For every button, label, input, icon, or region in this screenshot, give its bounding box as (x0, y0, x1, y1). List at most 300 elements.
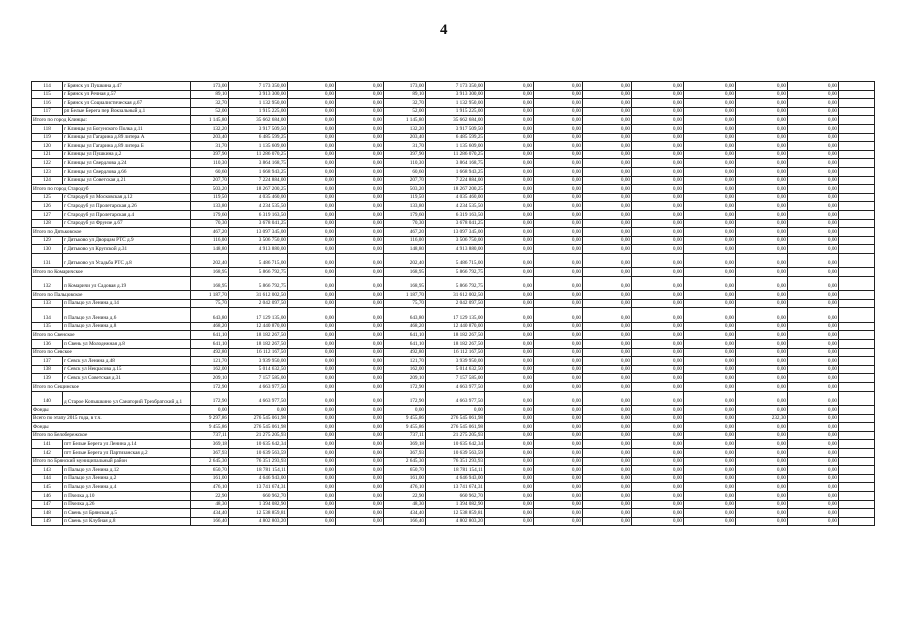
value-cell: 13 097 345,00 (229, 228, 288, 237)
value-cell: 0,00 (788, 357, 839, 366)
value-cell: 0,00 (684, 340, 736, 349)
value-cell: 76 351 293,93 (426, 457, 485, 466)
value-cell: 0,00 (632, 517, 684, 526)
value-cell: 172,90 (384, 391, 426, 405)
value-cell: 0,00 (336, 228, 384, 237)
value-cell: 0,00 (485, 133, 534, 142)
value-cell: 0,00 (583, 299, 632, 308)
value-cell: 0,00 (684, 107, 736, 116)
address-cell: п Свень ул Клубная д.8 (63, 517, 191, 526)
value-cell: 4 913 880,00 (426, 245, 485, 254)
value-cell: 0,00 (684, 133, 736, 142)
blank-cell (839, 253, 875, 267)
value-cell: 3 678 041,25 (229, 219, 288, 228)
value-cell: 0,00 (485, 291, 534, 300)
value-cell: 0,00 (534, 431, 583, 440)
blank-cell (839, 202, 875, 211)
value-cell: 0,00 (788, 133, 839, 142)
value-cell: 172,90 (191, 391, 229, 405)
row-number: 116 (32, 99, 63, 108)
value-cell: 1 135 609,00 (229, 142, 288, 151)
value-cell: 0,00 (788, 291, 839, 300)
table-row (32, 133, 875, 142)
value-cell: 31,70 (191, 142, 229, 151)
value-cell: 6 485 599,25 (229, 133, 288, 142)
value-cell: 9 455,86 (384, 423, 426, 432)
value-cell: 10 635 642,34 (426, 440, 485, 449)
value-cell: 133,80 (384, 202, 426, 211)
value-cell: 0,00 (583, 116, 632, 125)
value-cell: 0,00 (736, 491, 788, 500)
value-cell: 121,70 (384, 357, 426, 366)
value-cell: 0,00 (336, 167, 384, 176)
value-cell: 397,90 (191, 150, 229, 159)
value-cell: 0,00 (583, 340, 632, 349)
value-cell: 0,00 (485, 440, 534, 449)
subtotal-label: Итого по Пальцовское (32, 291, 191, 300)
value-cell: 0,00 (384, 405, 426, 414)
value-cell: 0,00 (336, 193, 384, 202)
value-cell: 0,00 (288, 491, 336, 500)
value-cell: 367,93 (384, 448, 426, 457)
value-cell: 0,00 (736, 236, 788, 245)
table-row (32, 357, 875, 366)
table-row (32, 99, 875, 108)
value-cell: 0,00 (336, 382, 384, 391)
value-cell: 0,00 (336, 322, 384, 331)
value-cell: 0,00 (336, 431, 384, 440)
value-cell: 0,00 (684, 176, 736, 185)
value-cell: 0,00 (336, 133, 384, 142)
value-cell: 0,00 (534, 322, 583, 331)
value-cell: 0,00 (485, 308, 534, 322)
value-cell: 0,00 (288, 431, 336, 440)
value-cell: 0,00 (736, 483, 788, 492)
value-cell: 397,90 (384, 150, 426, 159)
table-row (32, 167, 875, 176)
value-cell: 7 224 884,00 (426, 176, 485, 185)
row-number: 129 (32, 236, 63, 245)
table-row (32, 322, 875, 331)
value-cell: 168,95 (191, 276, 229, 290)
value-cell: 0,00 (788, 193, 839, 202)
value-cell: 0,00 (583, 99, 632, 108)
subtotal-row (32, 382, 875, 391)
value-cell: 0,00 (736, 340, 788, 349)
value-cell: 6 485 599,25 (426, 133, 485, 142)
value-cell: 0,00 (632, 509, 684, 518)
value-cell: 643,80 (384, 308, 426, 322)
value-cell: 0,00 (534, 116, 583, 125)
value-cell: 0,00 (583, 500, 632, 509)
value-cell: 0,00 (788, 322, 839, 331)
row-number: 120 (32, 142, 63, 151)
value-cell: 0,00 (583, 391, 632, 405)
blank-cell (839, 116, 875, 125)
row-number: 133 (32, 299, 63, 308)
table-row (32, 202, 875, 211)
address-cell: пгт Белые Берега ул Партизанская д.2 (63, 448, 191, 457)
value-cell: 0,00 (534, 491, 583, 500)
value-cell: 0,00 (336, 348, 384, 357)
value-cell: 0,00 (684, 414, 736, 423)
value-cell: 0,00 (684, 423, 736, 432)
value-cell: 0,00 (336, 357, 384, 366)
value-cell: 0,00 (684, 457, 736, 466)
value-cell: 0,00 (632, 268, 684, 277)
subtotal-label: Итого по Брянский муниципальный район (32, 457, 191, 466)
value-cell: 0,00 (485, 236, 534, 245)
value-cell: 276 545 061,98 (426, 423, 485, 432)
subtotal-label: Фонды (32, 423, 191, 432)
value-cell: 0,00 (288, 414, 336, 423)
value-cell: 0,00 (485, 99, 534, 108)
value-cell: 0,00 (632, 308, 684, 322)
value-cell: 0,00 (788, 500, 839, 509)
value-cell: 0,00 (736, 245, 788, 254)
value-cell: 9 455,86 (191, 423, 229, 432)
value-cell: 1 132 950,00 (426, 99, 485, 108)
subtotal-row (32, 423, 875, 432)
value-cell: 0,00 (485, 159, 534, 168)
value-cell: 5 866 792,75 (229, 268, 288, 277)
value-cell: 0,00 (684, 219, 736, 228)
value-cell: 0,00 (534, 202, 583, 211)
value-cell: 4 035 460,00 (426, 193, 485, 202)
value-cell: 166,40 (191, 517, 229, 526)
value-cell: 0,00 (632, 142, 684, 151)
value-cell: 0,00 (336, 405, 384, 414)
value-cell: 0,00 (288, 99, 336, 108)
value-cell: 641,10 (384, 340, 426, 349)
row-number: 128 (32, 219, 63, 228)
value-cell: 5 866 792,75 (426, 268, 485, 277)
value-cell: 0,00 (632, 107, 684, 116)
table-row (32, 440, 875, 449)
value-cell: 0,00 (336, 423, 384, 432)
value-cell: 0,00 (288, 133, 336, 142)
value-cell: 0,00 (736, 253, 788, 267)
blank-cell (839, 133, 875, 142)
address-cell: г Клинцы ул Гагарина д.89 литера А (63, 133, 191, 142)
value-cell: 0,00 (485, 365, 534, 374)
value-cell: 0,00 (684, 440, 736, 449)
address-cell: г Клинцы ул Богунского Полка д.11 (63, 124, 191, 133)
value-cell: 0,00 (288, 466, 336, 475)
value-cell: 0,00 (485, 150, 534, 159)
value-cell: 0,00 (485, 299, 534, 308)
value-cell: 0,00 (788, 348, 839, 357)
row-number: 140 (32, 391, 63, 405)
value-cell: 48,30 (191, 500, 229, 509)
blank-cell (839, 210, 875, 219)
value-cell: 0,00 (485, 82, 534, 91)
value-cell: 0,00 (534, 124, 583, 133)
value-cell: 0,00 (534, 340, 583, 349)
value-cell: 0,00 (534, 423, 583, 432)
value-cell: 0,00 (788, 228, 839, 237)
value-cell: 4 234 535,50 (426, 202, 485, 211)
blank-cell (839, 193, 875, 202)
value-cell: 0,00 (288, 391, 336, 405)
value-cell: 110,30 (384, 159, 426, 168)
value-cell: 0,00 (534, 176, 583, 185)
value-cell: 18 781 154,11 (426, 466, 485, 475)
value-cell: 0,00 (583, 193, 632, 202)
value-cell: 203,40 (191, 133, 229, 142)
value-cell: 0,00 (632, 357, 684, 366)
value-cell: 0,00 (288, 276, 336, 290)
value-cell: 0,00 (534, 228, 583, 237)
value-cell: 133,80 (191, 202, 229, 211)
value-cell: 0,00 (288, 210, 336, 219)
subtotal-row (32, 228, 875, 237)
value-cell: 0,00 (684, 268, 736, 277)
value-cell: 0,00 (336, 202, 384, 211)
value-cell: 0,00 (736, 150, 788, 159)
value-cell: 0,00 (684, 291, 736, 300)
value-cell: 0,00 (336, 116, 384, 125)
value-cell: 0,00 (684, 159, 736, 168)
value-cell: 4 802 803,20 (426, 517, 485, 526)
value-cell: 0,00 (632, 374, 684, 383)
value-cell: 0,00 (336, 457, 384, 466)
address-cell: г Клинцы ул Гагарина д.89 литера Б (63, 142, 191, 151)
address-cell: п Пальцо ул Ленина д.8 (63, 322, 191, 331)
value-cell: 3 913 300,00 (426, 90, 485, 99)
value-cell: 0,00 (583, 236, 632, 245)
blank-cell (839, 322, 875, 331)
address-cell: п Пчелка д.26 (63, 500, 191, 509)
value-cell: 0,00 (788, 90, 839, 99)
value-cell: 0,00 (788, 414, 839, 423)
value-cell: 0,00 (583, 124, 632, 133)
value-cell: 0,00 (288, 253, 336, 267)
address-cell: г Брянск ул Речная д.57 (63, 90, 191, 99)
value-cell: 0,00 (583, 374, 632, 383)
row-number: 145 (32, 483, 63, 492)
value-cell: 737,11 (191, 431, 229, 440)
value-cell: 0,00 (736, 431, 788, 440)
subtotal-label: Итого по Сещинское (32, 382, 191, 391)
subtotal-row (32, 457, 875, 466)
value-cell: 0,00 (632, 185, 684, 194)
value-cell: 0,00 (583, 159, 632, 168)
value-cell: 0,00 (485, 348, 534, 357)
value-cell: 0,00 (336, 440, 384, 449)
value-cell: 0,00 (788, 491, 839, 500)
value-cell: 0,00 (736, 357, 788, 366)
table-row (32, 210, 875, 219)
value-cell: 0,00 (336, 299, 384, 308)
value-cell: 6 319 163,50 (426, 210, 485, 219)
value-cell: 0,00 (534, 414, 583, 423)
value-cell: 0,00 (632, 440, 684, 449)
value-cell: 232,30 (736, 414, 788, 423)
value-cell: 3 939 950,00 (426, 357, 485, 366)
table-row (32, 517, 875, 526)
value-cell: 276 545 061,98 (426, 414, 485, 423)
value-cell: 0,00 (336, 448, 384, 457)
address-cell: г Брянск ул Пушкина д.47 (63, 82, 191, 91)
row-number: 130 (32, 245, 63, 254)
value-cell: 0,00 (788, 142, 839, 151)
value-cell: 0,00 (632, 167, 684, 176)
value-cell: 0,00 (583, 202, 632, 211)
value-cell: 0,00 (485, 116, 534, 125)
value-cell: 0,00 (534, 99, 583, 108)
value-cell: 0,00 (632, 228, 684, 237)
value-cell: 116,00 (384, 236, 426, 245)
value-cell: 0,00 (485, 185, 534, 194)
address-cell: г Брянск ул Социалистическая д.67 (63, 99, 191, 108)
value-cell: 4 663 977,50 (229, 391, 288, 405)
value-cell: 148,80 (191, 245, 229, 254)
value-cell: 1 915 225,00 (426, 107, 485, 116)
value-cell: 0,00 (485, 500, 534, 509)
value-cell: 0,00 (485, 268, 534, 277)
value-cell: 4 234 535,50 (229, 202, 288, 211)
value-cell: 0,00 (788, 448, 839, 457)
address-cell: рп Белые Берега пер Вокзальный д.1 (63, 107, 191, 116)
value-cell: 0,00 (684, 322, 736, 331)
value-cell: 5 486 715,00 (229, 253, 288, 267)
value-cell: 0,00 (736, 90, 788, 99)
value-cell: 0,00 (788, 150, 839, 159)
value-cell: 0,00 (788, 253, 839, 267)
address-cell: г Севск ул Ленина д.48 (63, 357, 191, 366)
value-cell: 3 506 750,00 (229, 236, 288, 245)
value-cell: 0,00 (632, 291, 684, 300)
value-cell: 0,00 (583, 150, 632, 159)
value-cell: 0,00 (788, 159, 839, 168)
value-cell: 18 182 267,50 (426, 340, 485, 349)
page-number: 4 (440, 22, 448, 38)
address-cell: п Свень ул Брянская д.5 (63, 509, 191, 518)
row-number: 149 (32, 517, 63, 526)
value-cell: 3 864 168,75 (229, 159, 288, 168)
value-cell: 18 267 200,25 (426, 185, 485, 194)
table-row (32, 82, 875, 91)
blank-cell (839, 245, 875, 254)
value-cell: 0,00 (534, 466, 583, 475)
value-cell: 0,00 (788, 308, 839, 322)
row-number: 134 (32, 308, 63, 322)
table-row (32, 193, 875, 202)
blank-cell (839, 374, 875, 383)
value-cell: 0,00 (788, 466, 839, 475)
value-cell: 276 545 061,98 (229, 423, 288, 432)
value-cell: 0,00 (736, 517, 788, 526)
value-cell: 660 962,70 (426, 491, 485, 500)
table-row (32, 299, 875, 308)
blank-cell (839, 228, 875, 237)
value-cell: 0,00 (534, 236, 583, 245)
value-cell: 0,00 (534, 457, 583, 466)
row-number: 148 (32, 509, 63, 518)
value-cell: 7 157 585,00 (426, 374, 485, 383)
value-cell: 52,00 (384, 107, 426, 116)
address-cell: п Пальцо ул Ленина д.4 (63, 483, 191, 492)
value-cell: 0,00 (583, 133, 632, 142)
value-cell: 0,00 (684, 431, 736, 440)
value-cell: 0,00 (583, 483, 632, 492)
row-number: 144 (32, 474, 63, 483)
value-cell: 0,00 (788, 268, 839, 277)
value-cell: 3 506 750,00 (426, 236, 485, 245)
blank-cell (839, 159, 875, 168)
value-cell: 1 394 082,90 (229, 500, 288, 509)
value-cell: 0,00 (684, 185, 736, 194)
value-cell: 0,00 (788, 299, 839, 308)
value-cell: 0,00 (534, 90, 583, 99)
value-cell: 0,00 (788, 124, 839, 133)
value-cell: 0,00 (336, 340, 384, 349)
row-number: 117 (32, 107, 63, 116)
value-cell: 161,00 (384, 474, 426, 483)
value-cell: 21 275 205,93 (426, 431, 485, 440)
value-cell: 503,20 (191, 185, 229, 194)
subtotal-label: Итого по Дятьковское (32, 228, 191, 237)
value-cell: 0,00 (684, 331, 736, 340)
value-cell: 6 319 163,50 (229, 210, 288, 219)
value-cell: 0,00 (336, 474, 384, 483)
value-cell: 0,00 (788, 107, 839, 116)
value-cell: 0,00 (534, 365, 583, 374)
value-cell: 0,00 (336, 176, 384, 185)
value-cell: 0,00 (632, 193, 684, 202)
subtotal-label: Итого по Севское (32, 348, 191, 357)
value-cell: 0,00 (336, 500, 384, 509)
blank-cell (839, 90, 875, 99)
value-cell: 0,00 (632, 483, 684, 492)
table-row (32, 340, 875, 349)
value-cell: 0,00 (684, 167, 736, 176)
value-cell: 203,40 (384, 133, 426, 142)
value-cell: 0,00 (534, 219, 583, 228)
value-cell: 0,00 (336, 90, 384, 99)
value-cell: 3 917 509,50 (426, 124, 485, 133)
value-cell: 4 646 943,00 (426, 474, 485, 483)
value-cell: 172,90 (191, 382, 229, 391)
value-cell: 31,70 (384, 142, 426, 151)
value-cell: 0,00 (684, 245, 736, 254)
blank-cell (839, 491, 875, 500)
value-cell: 0,00 (736, 210, 788, 219)
value-cell: 0,00 (485, 331, 534, 340)
value-cell: 0,00 (534, 509, 583, 518)
value-cell: 434,40 (384, 509, 426, 518)
value-cell: 0,00 (485, 245, 534, 254)
value-cell: 17 129 135,00 (426, 308, 485, 322)
row-number: 135 (32, 322, 63, 331)
value-cell: 0,00 (788, 167, 839, 176)
value-cell: 18 182 267,50 (426, 331, 485, 340)
address-cell: п Пальцо ул Ленина д.6 (63, 308, 191, 322)
value-cell: 0,00 (288, 90, 336, 99)
value-cell: 0,00 (583, 142, 632, 151)
value-cell: 2 042 097,50 (426, 299, 485, 308)
row-number: 118 (32, 124, 63, 133)
value-cell: 0,00 (336, 291, 384, 300)
value-cell: 0,00 (288, 107, 336, 116)
value-cell: 0,00 (684, 253, 736, 267)
blank-cell (839, 107, 875, 116)
value-cell: 0,00 (426, 405, 485, 414)
address-cell: п Комаричи ул Садовая д.19 (63, 276, 191, 290)
value-cell: 70,30 (191, 219, 229, 228)
value-cell: 0,00 (632, 391, 684, 405)
